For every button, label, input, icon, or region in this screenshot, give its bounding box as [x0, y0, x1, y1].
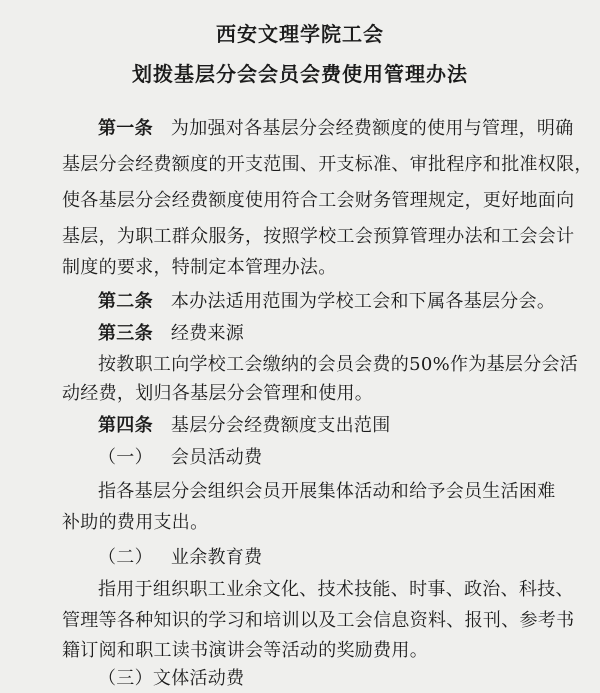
article2-text: 本办法适用范围为学校工会和下属各基层分会。	[170, 291, 556, 312]
section2-text-line3: 籍订阅和职工读书演讲会等活动的奖励费用。	[62, 640, 428, 661]
section3-line	[98, 667, 244, 691]
section1-line	[98, 446, 262, 470]
article1-text-line4: 基层，为职工群众服务，按照学校工会预算管理办法和工会会计	[62, 226, 575, 247]
document-title-line2: 划拨基层分会会员会费使用管理办法	[132, 62, 468, 86]
article4-text: 基层分会经费额度支出范围	[170, 415, 391, 436]
article4-line	[98, 414, 391, 438]
article3-line	[98, 322, 244, 346]
article3-text: 经费来源	[170, 323, 245, 344]
section1-heading: （一）	[98, 447, 153, 468]
article1-text-line5: 制度的要求，特制定本管理办法。	[62, 257, 337, 278]
article1-text-line3: 使各基层分会经费额度使用符合工会财务管理规定，更好地面向	[62, 190, 575, 211]
section2-text-line1: 指用于组织职工业余文化、技术技能、时事、政治、科技、	[98, 579, 574, 600]
section1-text-line1: 指各基层分会组织会员开展集体活动和给予会员生活困难	[98, 481, 556, 502]
section2-text-line2: 管理等各种知识的学习和培训以及工会信息资料、报刊、参考书	[62, 610, 575, 631]
section2-heading: （二）	[98, 547, 153, 568]
article1-text-line2: 基层分会经费额度的开支范围、开支标准、审批程序和批准权限，	[62, 154, 593, 175]
article3-text-line1: 按教职工向学校工会缴纳的会员会费的50%作为基层分会活	[98, 354, 579, 375]
article4-heading: 第四条	[98, 415, 153, 436]
article2-heading: 第二条	[98, 291, 153, 312]
section1-text-line2: 补助的费用支出。	[62, 512, 209, 533]
article1-text-line1: 为加强对各基层分会经费额度的使用与管理，明确	[170, 118, 574, 139]
section3-title: 文体活动费	[152, 668, 245, 689]
article1-heading: 第一条	[98, 118, 153, 139]
article2-line	[98, 290, 555, 314]
section2-title: 业余教育费	[170, 547, 263, 568]
section3-heading: （三）	[98, 668, 153, 689]
section2-line	[98, 546, 262, 570]
section1-title: 会员活动费	[170, 447, 263, 468]
article1-first-line	[98, 117, 574, 141]
article3-heading: 第三条	[98, 323, 153, 344]
article3-text-line2: 动经费，划归各基层分会管理和使用。	[62, 383, 374, 404]
document-title-line1: 西安文理学院工会	[216, 22, 384, 46]
